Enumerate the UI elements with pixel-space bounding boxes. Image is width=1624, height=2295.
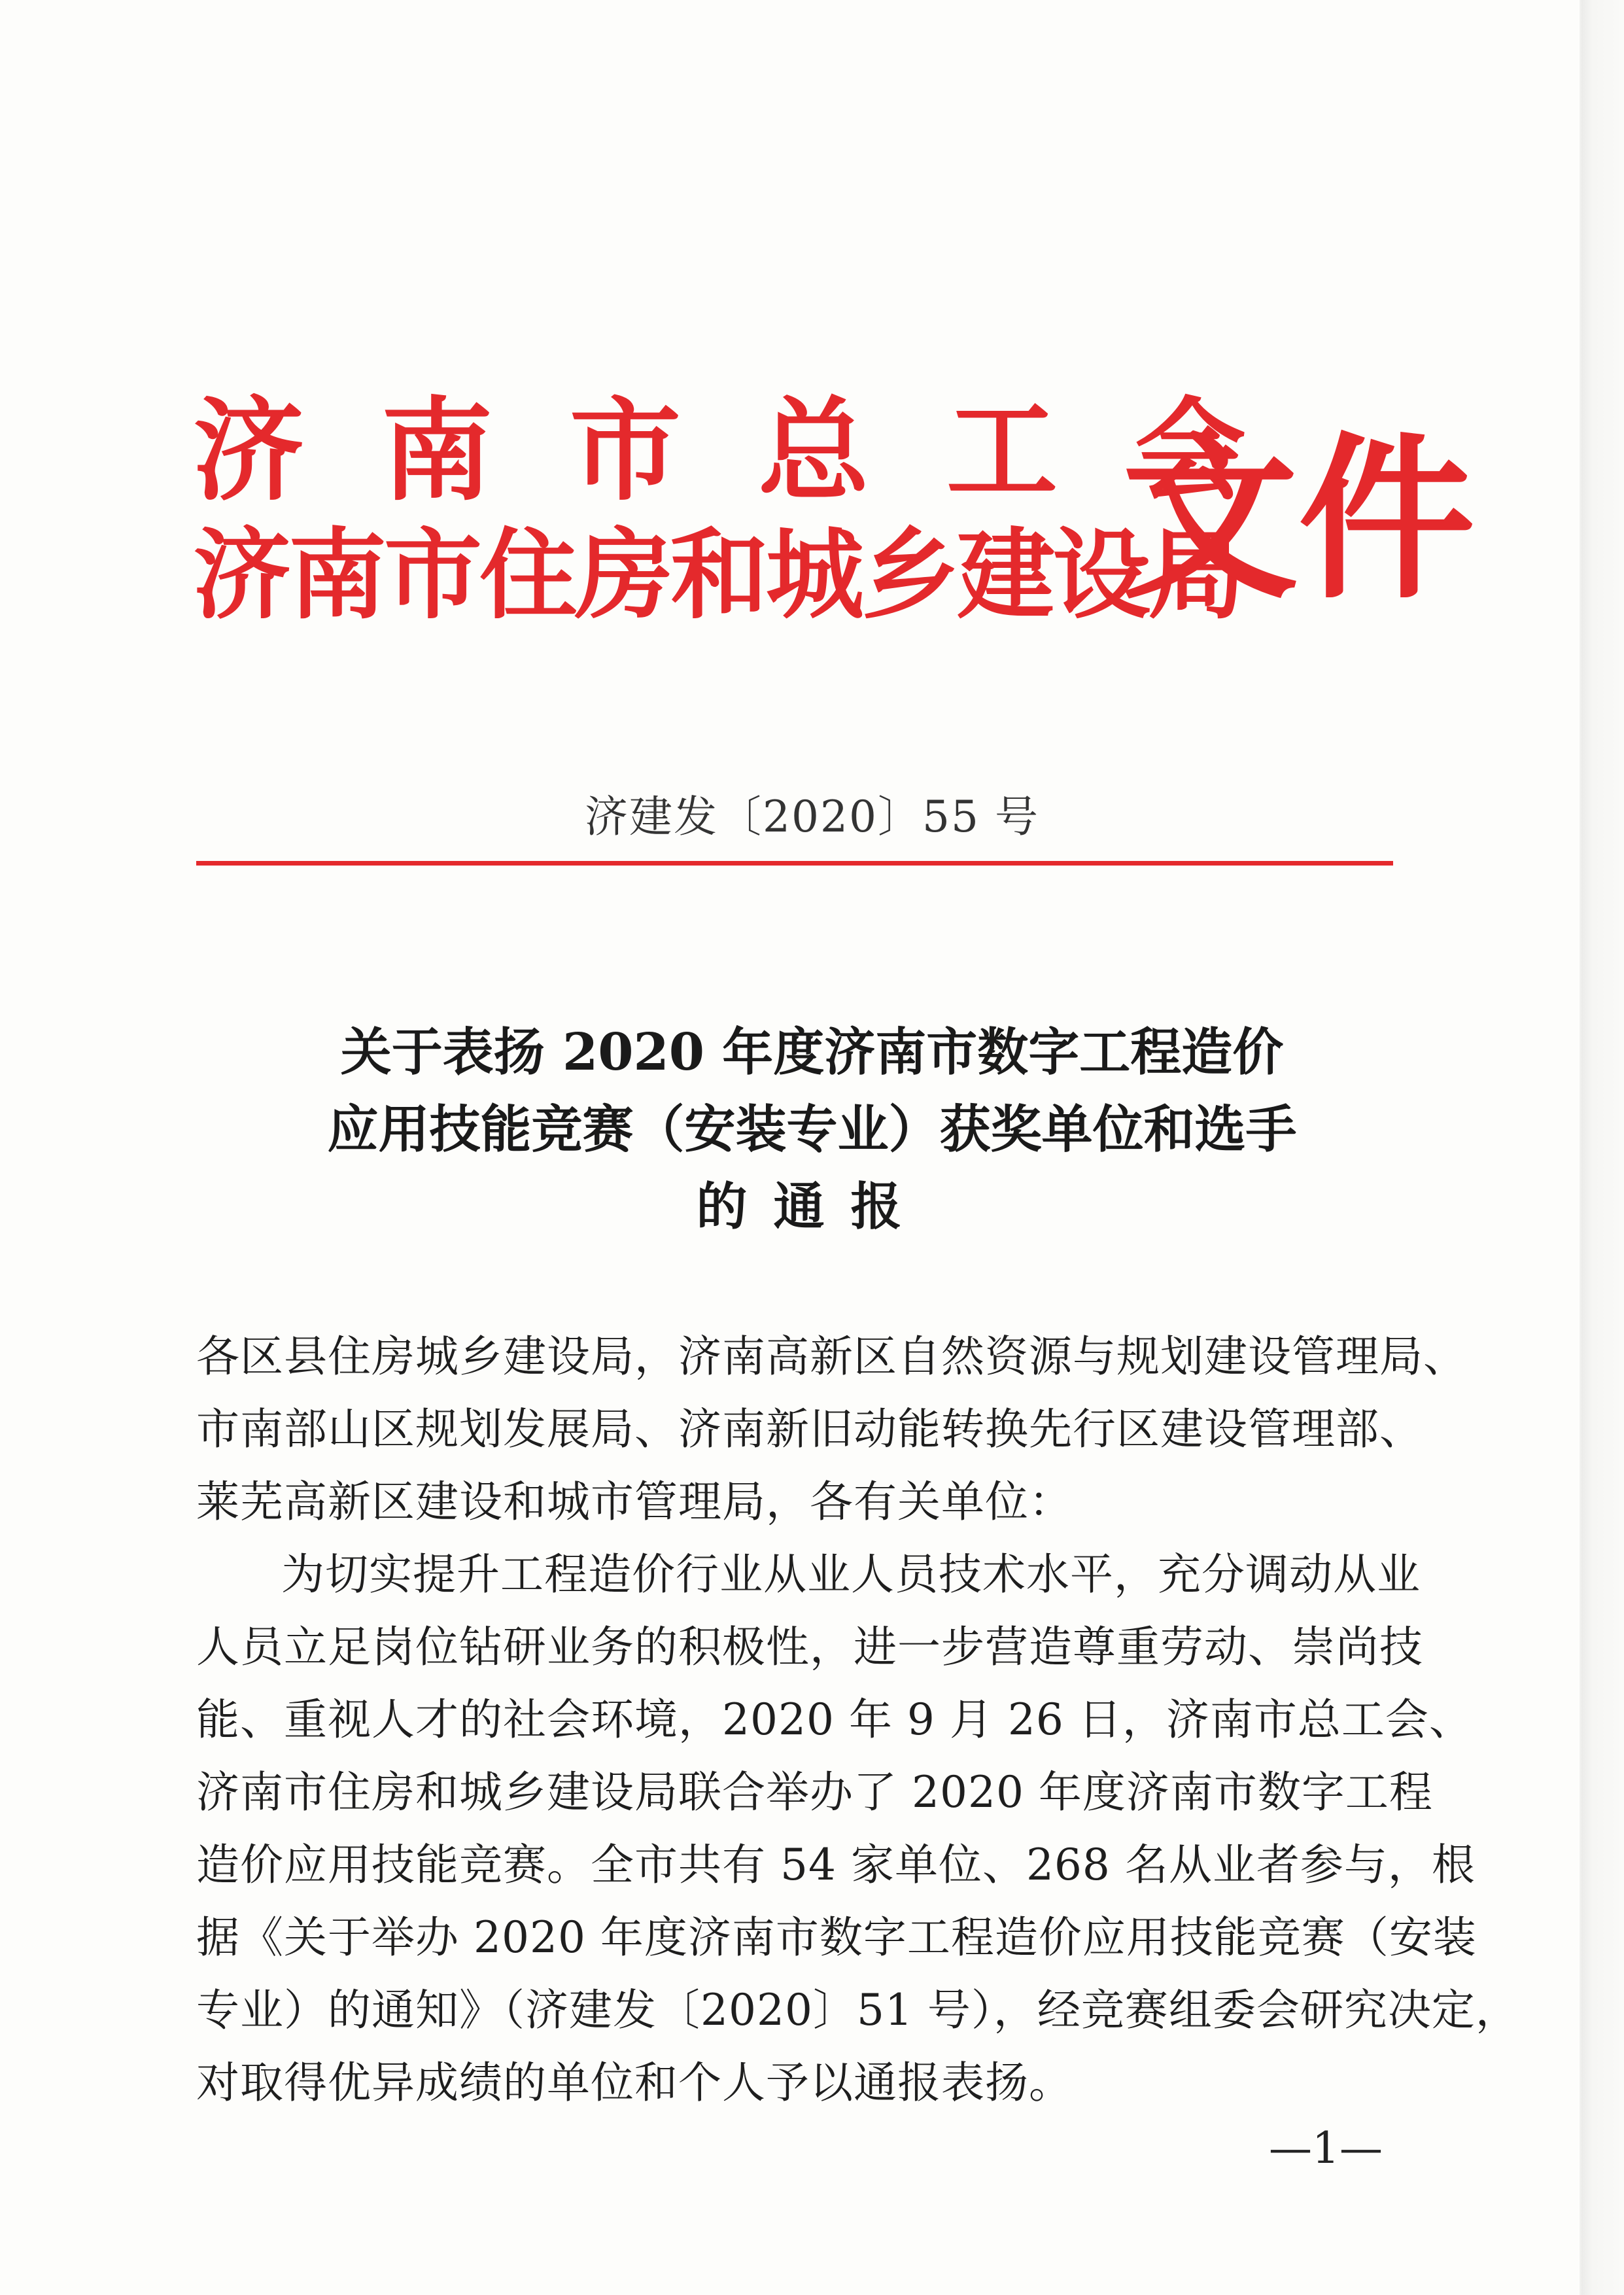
header-issuer-2: 济南市住房和城乡建设局 <box>193 519 1244 633</box>
body-line: 据《关于举办 2020 年度济南市数字工程造价应用技能竞赛（安装 <box>196 1912 1477 1963</box>
body-line: 为切实提升工程造价行业从业人员技术水平，充分调动从业 <box>281 1549 1421 1600</box>
body-line: 莱芜高新区建设和城市管理局，各有关单位： <box>196 1477 1073 1527</box>
body-line: 对取得优异成绩的单位和个人予以通报表扬。 <box>196 2058 1073 2108</box>
body-line: 市南部山区规划发展局、济南新旧动能转换先行区建设管理部、 <box>196 1404 1423 1454</box>
title-line-1: 关于表扬 2020 年度济南市数字工程造价 <box>340 1023 1284 1082</box>
header-issuer-1: 济南市总工会 <box>193 387 1324 516</box>
body-line: 济南市住房和城乡建设局联合举办了 2020 年度济南市数字工程 <box>196 1767 1433 1817</box>
document-header <box>193 366 1475 667</box>
body-line: 造价应用技能竞赛。全市共有 54 家单位、268 名从业者参与，根 <box>196 1840 1476 1890</box>
header-document-label: 文件 <box>1122 417 1475 623</box>
title-line-3: 的通报 <box>696 1177 928 1236</box>
body-line: 人员立足岗位钻研业务的积极性，进一步营造尊重劳动、崇尚技 <box>196 1622 1423 1672</box>
title-line-2: 应用技能竞赛（安装专业）获奖单位和选手 <box>327 1100 1297 1159</box>
document-body <box>196 1320 1519 2119</box>
page-number: —1— <box>1269 2123 1383 2173</box>
document-title <box>0 1014 1624 1246</box>
red-divider <box>196 861 1393 866</box>
body-line: 各区县住房城乡建设局，济南高新区自然资源与规划建设管理局、 <box>196 1331 1467 1382</box>
document-number: 济建发〔2020〕55 号 <box>585 792 1039 842</box>
body-line: 能、重视人才的社会环境，2020 年 9 月 26 日，济南市总工会、 <box>196 1694 1473 1745</box>
body-line: 专业）的通知》（济建发〔2020〕51 号），经竞赛组委会研究决定， <box>196 1985 1519 2035</box>
